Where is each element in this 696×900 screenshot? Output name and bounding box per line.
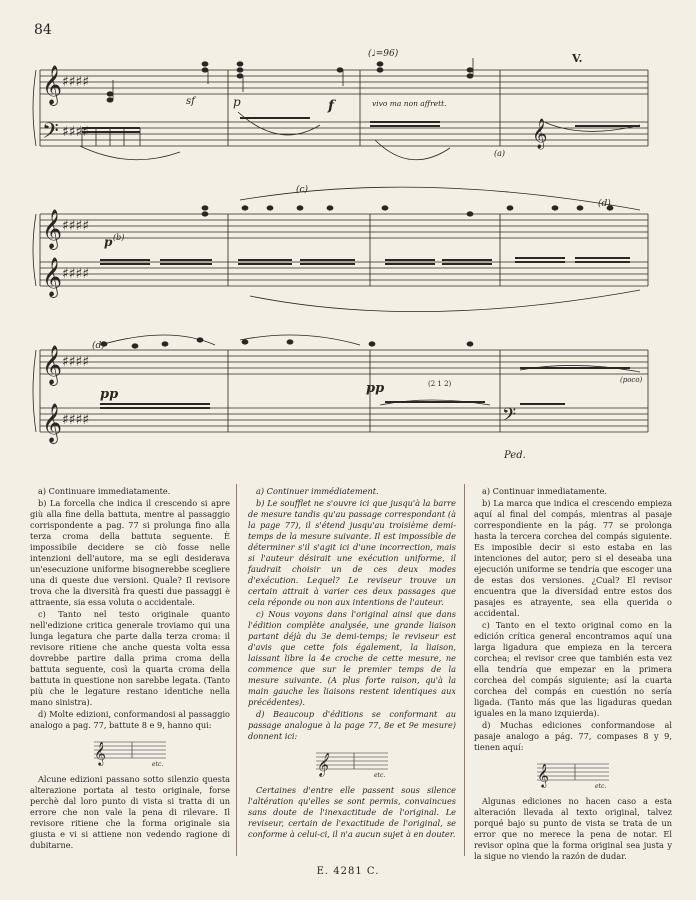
svg-text:♯♯♯♯: ♯♯♯♯ xyxy=(62,218,90,234)
note-b: b) La marca que indica el crescendo empieza aquí al final del compás, mientras al pasaje correspondiente en la pág. 77 se prolonga hasta la tercera corchea del compás siguiente. Es imposible decir si esto estaba en las intenciones del autor, pero si el deseaba una ejecución uniforme se tendría que escoger una de estas dos versiones. ¿Cual? El revisor encuentra que la diversidad entre estos dos pasajes es atrayente, sea ella querida o accidental. xyxy=(474,498,672,618)
svg-text:etc.: etc. xyxy=(152,761,164,768)
note-d: d) Beaucoup d'éditions se conformant au passage analogue à la page 77, 8e et 9e mesure) donnent ici: xyxy=(248,709,456,741)
pedal-mark: Ped. xyxy=(504,450,526,461)
dynamic-f: f xyxy=(328,98,335,114)
svg-text:𝄞: 𝄞 xyxy=(42,345,63,385)
dynamic-pp: pp xyxy=(100,387,119,402)
fingering-212: (2 1 2) xyxy=(428,380,452,388)
music-example xyxy=(314,745,390,781)
note-c: c) Nous voyons dans l'original ainsi que dans l'édition complète analysée, une grande liaison partant déjà du 3e demi-temps; le reviseur est d'avis que cette fois également, la liaison, laissant libre la 4e croche de cette mesure, ne commence que sur le premier temps de la mesure suivante. (A plus forte raison, qu'à la main gauche les liaisons restent identiques aux précédentes). xyxy=(248,609,456,707)
svg-text:♯♯♯♯: ♯♯♯♯ xyxy=(62,266,90,282)
mark-c: (c) xyxy=(296,185,309,195)
svg-text:♯♯♯♯: ♯♯♯♯ xyxy=(62,354,90,370)
svg-text:𝄞: 𝄞 xyxy=(532,119,548,149)
system-2-treble-staff xyxy=(40,214,648,238)
svg-text:𝄞: 𝄞 xyxy=(42,257,63,297)
dynamic-sf: sf xyxy=(186,96,195,107)
note-a: a) Continuar inmediatamente. xyxy=(482,486,608,496)
svg-text:♯♯♯♯: ♯♯♯♯ xyxy=(62,412,90,428)
svg-text:etc.: etc. xyxy=(374,772,386,779)
note-c: c) Tanto en el texto original como en la edición crítica general encontramos aquí una larga ligadura que empieza en la tercera corchea; el revisor cree que también esta vez ella tendría que empezar en la primera corchea del compás siguiente; así la cuarta corchea del compás en cuestión no sería ligada. (Tanto más que las ligaduras quedan iguales en la mano izquierda). xyxy=(474,620,672,718)
note-a: a) Continuer immédiatement. xyxy=(256,486,379,496)
expression-vivo: vivo ma non affrett. xyxy=(372,99,447,108)
note-b: b) Le soufflet ne s'ouvre ici que jusqu'à la barre de mesure tandis qu'au passage correspondant (à la page 77), il s'étend jusqu'au troisième demi-temps de la mesure suivante. Il est impossible de déterminer s'il s'agit ici d'une incorrection, mais si l'auteur désirait une exécution uniforme, il faudrait choisir un de ces deux modes d'exécution. Lequel? Le reviseur trouve un certain attrait à varier ces deux passages que cela réponde ou non aux intentions de l'auteur. xyxy=(248,498,456,607)
note-after: Alcune edizioni passano sotto silenzio questa alterazione portata al testo originale, forse perchè dal loro punto di vista si tratta di un errore che non vale la pena di rilevare. Il revisore ritiene che la forma originale sia giusta e vi si attiene non vedendo ragione di dubitarne. xyxy=(30,774,230,850)
note-a: a) Continuare immediatamente. xyxy=(38,486,171,496)
dynamic-p-system2: p xyxy=(104,235,113,249)
note-d: d) Molte edizioni, conformandosi al passaggio analogo a pag. 77, battute 8 e 9, hanno qui: xyxy=(30,709,230,730)
system-1-treble-staff xyxy=(40,70,648,94)
svg-text:𝄞: 𝄞 xyxy=(42,65,63,105)
music-example xyxy=(92,734,168,770)
system-3-lower-staff xyxy=(40,408,648,432)
notes-spanish xyxy=(474,486,672,863)
mark-poco: (poco) xyxy=(620,376,643,384)
system-2-bass-staff xyxy=(40,262,648,286)
column-divider xyxy=(464,484,465,856)
dynamic-p: p xyxy=(233,95,241,109)
mark-b: (b) xyxy=(113,233,125,242)
page-number: 84 xyxy=(34,22,52,38)
note-c: c) Tanto nel testo originale quanto nell'edizione critica generale troviamo qui una lunga legatura che parte dalla terza croma: il revisore ritiene che anche questa volta essa dovrebbe partire dalla prima croma della battuta seguente, così la quarta croma della battuta in questione non sarebbe legata. (Tanto più che le legature restano identiche nella mano sinistra). xyxy=(30,609,230,707)
mark-d: (d) xyxy=(598,199,611,209)
svg-text:𝄢: 𝄢 xyxy=(502,405,517,430)
tempo-marking: (♩=96) xyxy=(368,49,399,59)
music-example xyxy=(535,756,611,792)
svg-text:𝄞: 𝄞 xyxy=(316,752,328,776)
svg-text:etc.: etc. xyxy=(595,783,607,790)
mark-d-system3: (d) xyxy=(92,341,105,351)
note-d: d) Muchas ediciones conformandose al pasaje analogo a pág. 77, compases 8 y 9, tienen aquí: xyxy=(474,720,672,752)
section-label: V. xyxy=(572,52,583,65)
system-1-bass-staff xyxy=(40,122,648,146)
svg-text:♯♯♯♯: ♯♯♯♯ xyxy=(62,74,90,90)
dynamic-pp-2: pp xyxy=(366,381,385,396)
note-after: Algunas ediciones no hacen caso a esta alteración llevada al texto original, talvez porqué bajo su punto de vista se trata de un error que no merece la pena de notar. El revisor opina que la forma original sea justa y la sigue no viendo la razón de dudar. xyxy=(474,796,672,861)
column-divider xyxy=(236,484,237,856)
note-after: Certaines d'entre elle passent sous silence l'altération qu'elles se sont permis, convaincues sans doute de l'inexactitude de l'original. Le reviseur, certain de l'exactitude de l'original, se conforme à celui-ci, il n'a aucun sujet à en douter. xyxy=(248,785,456,839)
svg-text:𝄞: 𝄞 xyxy=(94,741,106,765)
mark-a: (a) xyxy=(494,149,506,158)
notes-french xyxy=(248,486,456,841)
svg-text:𝄢: 𝄢 xyxy=(42,119,59,149)
svg-text:𝄞: 𝄞 xyxy=(537,763,549,787)
note-b: b) La forcella che indica il crescendo si apre giù alla fine della battuta, mentre al passaggio corrispondente a pag. 77 si prolunga fino alla terza croma della battuta seguente. È impossibile decidere se ciò fosse nelle intenzioni dell'autore, ma se egli desiderava un'esecuzione uniforme bisognerebbe scegliere una di queste due versioni. Quale? Il revisore trova che la diversità fra questi due passaggi è attraente, sia essa voluta o accidentale. xyxy=(30,498,230,607)
system-3-treble-staff xyxy=(40,350,648,374)
svg-text:♯♯♯♯: ♯♯♯♯ xyxy=(62,124,90,140)
svg-text:𝄞: 𝄞 xyxy=(42,209,63,249)
notes-italian xyxy=(30,486,230,852)
footer-code: E. 4281 C. xyxy=(316,866,380,877)
svg-text:𝄞: 𝄞 xyxy=(42,403,63,443)
